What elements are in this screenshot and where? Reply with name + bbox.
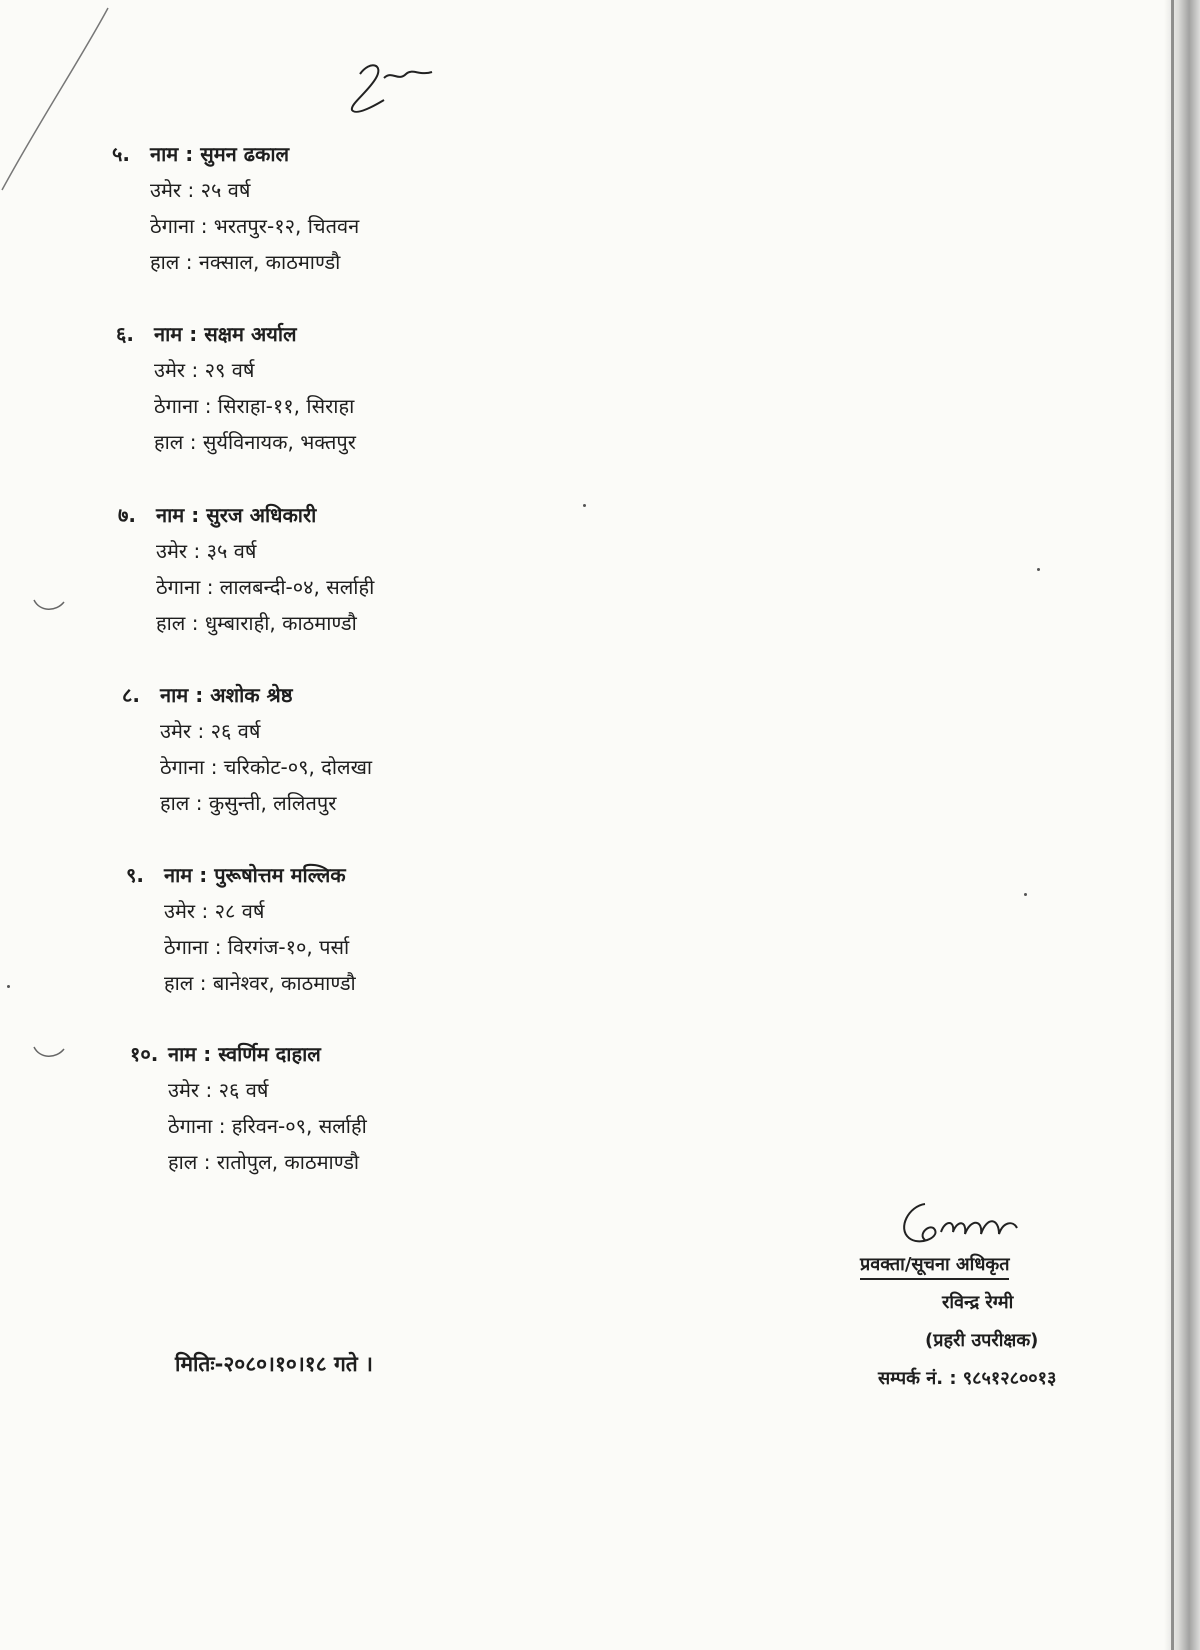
separator: : <box>200 575 220 599</box>
person-name: अशोक श्रेष्ठ <box>210 683 293 707</box>
age-value: २६ वर्ष <box>210 719 261 743</box>
separator: : <box>196 1042 219 1066</box>
separator: : <box>195 899 215 923</box>
age-label: उमेर <box>164 899 196 923</box>
age-line <box>122 713 372 749</box>
address-line <box>130 1108 367 1144</box>
age-line <box>126 893 356 929</box>
entry-number: ६. <box>116 322 134 346</box>
separator: : <box>184 503 207 527</box>
address-value: सिराहा-११, सिराहा <box>217 394 355 418</box>
person-entry <box>130 1036 367 1180</box>
paper-edge-shadow <box>1164 0 1200 1650</box>
entry-number: १०. <box>130 1042 159 1066</box>
handwritten-signature <box>895 1198 1055 1254</box>
person-entry <box>112 136 359 280</box>
entry-number: ९. <box>126 863 144 887</box>
person-entry <box>116 316 356 460</box>
separator: : <box>185 358 205 382</box>
address-label: ठेगाना <box>154 394 199 418</box>
current-label: हाल <box>164 971 194 995</box>
name-label: नाम <box>150 142 179 166</box>
address-label: ठेगाना <box>160 755 205 779</box>
corner-scratch-mark <box>0 0 120 200</box>
separator: : <box>193 971 213 995</box>
address-value: भरतपुर-१२, चितवन <box>213 214 360 238</box>
address-label: ठेगाना <box>164 935 209 959</box>
address-label: ठेगाना <box>156 575 201 599</box>
current-address-line <box>126 965 356 1001</box>
age-value: २९ वर्ष <box>204 358 255 382</box>
age-label: उमेर <box>154 358 186 382</box>
age-value: २६ वर्ष <box>218 1078 269 1102</box>
entry-heading <box>122 677 372 713</box>
person-entry <box>122 677 372 821</box>
name-label: नाम <box>164 863 193 887</box>
separator: : <box>212 1114 232 1138</box>
separator: : <box>187 539 207 563</box>
current-value: नक्साल, काठमाण्डौ <box>198 250 341 274</box>
current-address-line <box>116 424 356 460</box>
separator: : <box>208 935 228 959</box>
signatory-rank: (प्रहरी उपरीक्षक) <box>925 1330 1039 1351</box>
separator: : <box>182 322 205 346</box>
address-value: हरिवन-०९, सर्लाही <box>231 1114 367 1138</box>
age-line <box>116 352 356 388</box>
entry-heading <box>126 857 356 893</box>
current-value: बानेश्वर, काठमाण्डौ <box>212 971 356 995</box>
address-line <box>112 208 359 244</box>
age-label: उमेर <box>150 178 182 202</box>
address-value: विरगंज-१०, पर्सा <box>227 935 350 959</box>
age-value: २५ वर्ष <box>200 178 251 202</box>
separator: : <box>197 1150 217 1174</box>
person-name: पुरूषोत्तम मल्लिक <box>214 863 346 887</box>
paper-edge-line <box>1171 0 1174 1650</box>
signatory-contact: सम्पर्क नं. : ९८५१२८००१३ <box>878 1368 1057 1389</box>
punch-hole-mark-upper <box>32 596 66 614</box>
address-line <box>122 749 372 785</box>
punch-hole-mark-lower <box>32 1043 66 1061</box>
separator: : <box>178 142 201 166</box>
current-value: सुर्यविनायक, भक्तपुर <box>202 430 356 454</box>
entry-number: ५. <box>112 142 130 166</box>
name-label: नाम <box>160 683 189 707</box>
separator: : <box>183 430 203 454</box>
person-name: सक्षम अर्याल <box>204 322 297 346</box>
separator: : <box>199 1078 219 1102</box>
age-label: उमेर <box>160 719 192 743</box>
entry-heading <box>112 136 359 172</box>
age-value: ३५ वर्ष <box>206 539 257 563</box>
name-label: नाम <box>154 322 183 346</box>
address-line <box>126 929 356 965</box>
current-address-line <box>122 785 372 821</box>
current-value: कुसुन्ती, ललितपुर <box>208 791 337 815</box>
current-label: हाल <box>150 250 180 274</box>
separator: : <box>198 394 218 418</box>
separator: : <box>204 755 224 779</box>
handwritten-page-mark <box>340 56 440 118</box>
current-value: धुम्बाराही, काठमाण्डौ <box>204 611 357 635</box>
scan-speck <box>583 504 586 507</box>
separator: : <box>189 791 209 815</box>
address-line <box>116 388 356 424</box>
current-address-line <box>112 244 359 280</box>
age-line <box>130 1072 367 1108</box>
age-value: २८ वर्ष <box>214 899 265 923</box>
entry-number: ८. <box>122 683 140 707</box>
name-label: नाम <box>168 1042 197 1066</box>
entry-number: ७. <box>118 503 136 527</box>
separator: : <box>194 214 214 238</box>
address-label: ठेगाना <box>150 214 195 238</box>
current-value: रातोपुल, काठमाण्डौ <box>216 1150 360 1174</box>
person-name: स्वर्णिम दाहाल <box>218 1042 321 1066</box>
age-label: उमेर <box>156 539 188 563</box>
signatory-name: रविन्द्र रेग्मी <box>942 1292 1014 1313</box>
person-entry <box>126 857 356 1001</box>
name-label: नाम <box>156 503 185 527</box>
scan-speck <box>7 985 10 988</box>
address-value: चरिकोट-०९, दोलखा <box>223 755 373 779</box>
signatory-title: प्रवक्ता/सूचना अधिकृत <box>860 1252 1009 1280</box>
person-entry <box>118 497 374 641</box>
current-label: हाल <box>160 791 190 815</box>
person-name: सुमन ढकाल <box>200 142 290 166</box>
separator: : <box>191 719 211 743</box>
separator: : <box>188 683 211 707</box>
current-address-line <box>118 605 374 641</box>
scan-speck <box>1024 893 1027 896</box>
current-label: हाल <box>154 430 184 454</box>
current-label: हाल <box>156 611 186 635</box>
person-name: सुरज अधिकारी <box>206 503 317 527</box>
separator: : <box>192 863 215 887</box>
separator: : <box>185 611 205 635</box>
age-line <box>112 172 359 208</box>
current-label: हाल <box>168 1150 198 1174</box>
current-address-line <box>130 1144 367 1180</box>
age-line <box>118 533 374 569</box>
separator: : <box>179 250 199 274</box>
age-label: उमेर <box>168 1078 200 1102</box>
address-line <box>118 569 374 605</box>
entry-heading <box>118 497 374 533</box>
entry-heading <box>130 1036 367 1072</box>
entry-heading <box>116 316 356 352</box>
document-date: मितिः-२०८०।१०।१८ गते । <box>175 1352 374 1376</box>
address-label: ठेगाना <box>168 1114 213 1138</box>
scan-speck <box>1037 568 1040 571</box>
separator: : <box>181 178 201 202</box>
address-value: लालबन्दी-०४, सर्लाही <box>219 575 375 599</box>
